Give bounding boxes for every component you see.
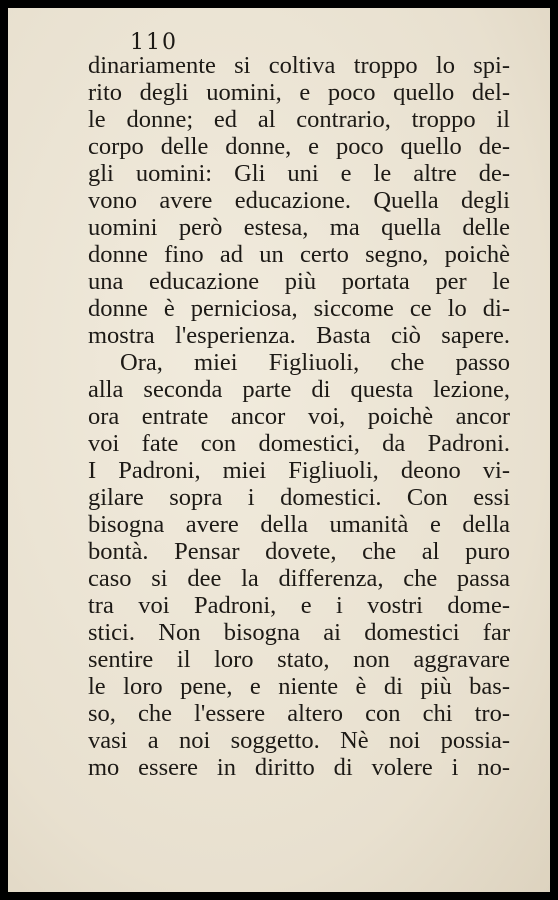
text-line: I Padroni, miei Figliuoli, deono vi-	[88, 457, 510, 484]
text-line: bontà. Pensar dovete, che al puro	[88, 538, 510, 565]
text-line: donne è perniciosa, siccome ce lo di-	[88, 295, 510, 322]
text-line: corpo delle donne, e poco quello de-	[88, 133, 510, 160]
text-line: bisogna avere della umanità e della	[88, 511, 510, 538]
text-line: le loro pene, e niente è di più bas-	[88, 673, 510, 700]
text-line: gilare sopra i domestici. Con essi	[88, 484, 510, 511]
paragraph-start-line: Ora, miei Figliuoli, che passo	[120, 349, 510, 376]
text-line: dinariamente si coltiva troppo lo spi-	[88, 52, 510, 79]
text-line: stici. Non bisogna ai domestici far	[88, 619, 510, 646]
text-line: so, che l'essere altero con chi tro-	[88, 700, 510, 727]
text-line: caso si dee la differenza, che passa	[88, 565, 510, 592]
text-line: vono avere educazione. Quella degli	[88, 187, 510, 214]
page-number: 110	[130, 30, 178, 55]
text-line: donne fino ad un certo segno, poichè	[88, 241, 510, 268]
text-line: mostra l'esperienza. Basta ciò sapere.	[88, 322, 510, 349]
text-line: ora entrate ancor voi, poichè ancor	[88, 403, 510, 430]
text-line: gli uomini: Gli uni e le altre de-	[88, 160, 510, 187]
text-line: sentire il loro stato, non aggravare	[88, 646, 510, 673]
book-page	[8, 8, 550, 892]
text-line: alla seconda parte di questa lezione,	[88, 376, 510, 403]
text-line: voi fate con domestici, da Padroni.	[88, 430, 510, 457]
text-line: rito degli uomini, e poco quello del-	[88, 79, 510, 106]
text-line: uomini però estesa, ma quella delle	[88, 214, 510, 241]
text-line: vasi a noi soggetto. Nè noi possia-	[88, 727, 510, 754]
text-line: una educazione più portata per le	[88, 268, 510, 295]
text-line: mo essere in diritto di volere i no-	[88, 754, 510, 781]
text-line: tra voi Padroni, e i vostri dome-	[88, 592, 510, 619]
body-text	[88, 52, 510, 781]
text-line: le donne; ed al contrario, troppo il	[88, 106, 510, 133]
